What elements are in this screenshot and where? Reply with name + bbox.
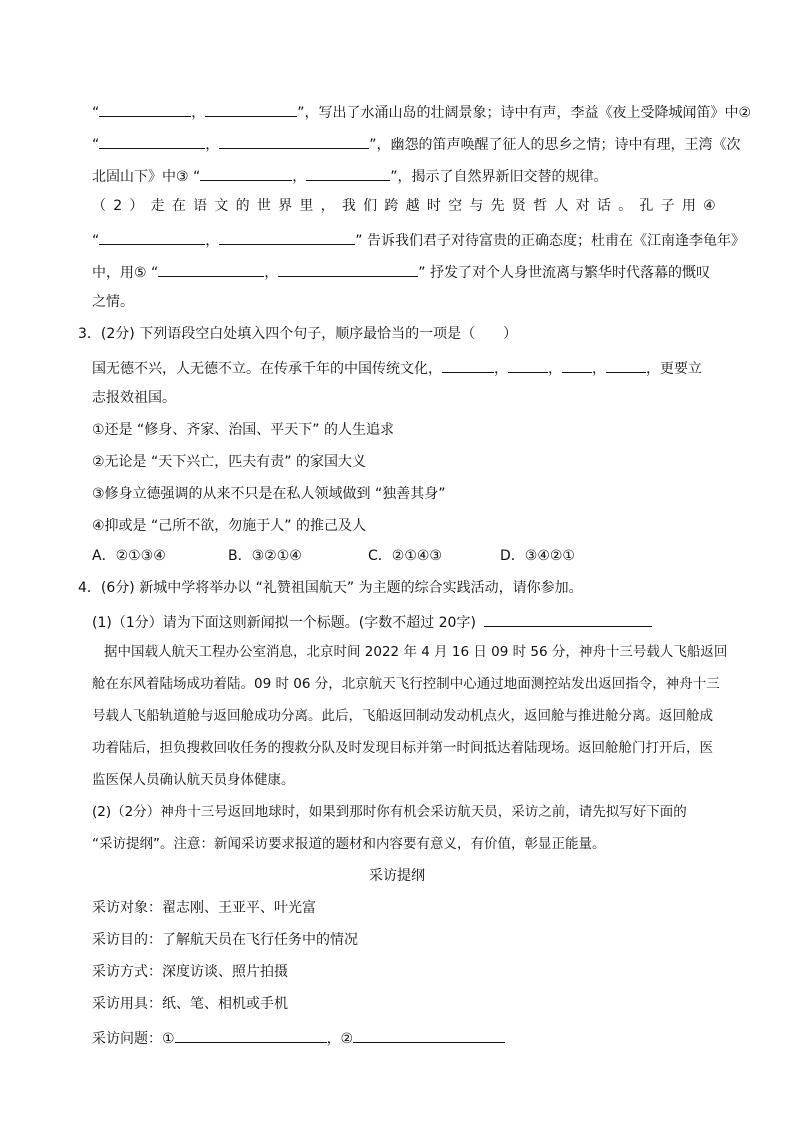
answer-blank[interactable] (99, 100, 191, 117)
answer-blank[interactable] (278, 260, 418, 277)
answer-blank[interactable] (99, 228, 205, 245)
option-b[interactable]: B．③②①④ (228, 548, 302, 564)
q2-line-6: 中，用⑤ “ ， ” 抒发了对个人身世流离与繁华时代落幕的慨叹 (92, 260, 710, 280)
answer-blank[interactable] (200, 164, 292, 181)
outline-questions: 采访问题：① ，② (92, 1026, 505, 1046)
q4-sub2-line-2: “采访提纲”。注意：新闻采访要求报道的题材和内容要有意义，有价值，彰显正能量。 (92, 836, 606, 852)
option-c[interactable]: C．②①④③ (368, 548, 442, 564)
q3-sentence-4: ④抑或是 “己所不欲，勿施于人” 的推己及人 (92, 518, 366, 534)
q3-paragraph-line-2: 志报效祖国。 (92, 390, 176, 406)
answer-blank[interactable] (606, 356, 646, 373)
answer-blank[interactable] (205, 100, 297, 117)
q2-line-3: 北固山下》中③ “ ， ”，揭示了自然界新旧交替的规律。 (92, 164, 608, 184)
option-a[interactable]: A．②①③④ (92, 548, 166, 564)
news-line-3: 号载人飞船轨道舱与返回舱成功分离。此后，飞船返回制动发动机点火，返回舱与推进舱分离。返回舱成 (92, 708, 713, 724)
outline-tools: 采访用具：纸、笔、相机或手机 (92, 996, 288, 1012)
answer-blank[interactable] (562, 356, 592, 373)
answer-blank[interactable] (99, 132, 205, 149)
news-line-1: 据中国载人航天工程办公室消息，北京时间 2022 年 4 月 16 日 09 时 56 分，神舟十三号载人飞船返回 (104, 644, 728, 660)
answer-blank[interactable] (219, 132, 369, 149)
news-line-5: 监医保人员确认航天员身体健康。 (92, 772, 295, 788)
outline-title: 采访提纲 (369, 868, 425, 884)
answer-blank[interactable] (442, 356, 494, 373)
answer-blank[interactable] (219, 228, 355, 245)
news-line-4: 功着陆后，担负搜救回收任务的搜救分队及时发现目标并第一时间抵达着陆现场。返回舱舱门打开后，医 (92, 740, 713, 756)
q4-sub2-line-1: (2)（2分）神舟十三号返回地球时，如果到那时你有机会采访航天员，采访之前，请先拟写好下面的 (92, 804, 687, 820)
q3-sentence-1: ①还是 “修身、齐家、治国、平天下” 的人生追求 (92, 422, 394, 438)
answer-blank[interactable] (508, 356, 548, 373)
answer-blank[interactable] (158, 260, 264, 277)
q2-line-1: “ ， ”，写出了水涌山岛的壮阔景象；诗中有声，李益《夜上受降城闻笛》中② (92, 100, 751, 120)
answer-blank[interactable] (306, 164, 390, 181)
outline-method: 采访方式：深度访谈、照片拍摄 (92, 964, 288, 980)
q3-stem: 3．(2分) 下列语段空白处填入四个句子，顺序最恰当的一项是（ ） (78, 326, 518, 342)
q2-line-2: “ ， ”，幽怨的笛声唤醒了征人的思乡之情；诗中有理，王湾《次 (92, 132, 741, 152)
question-answer-blank-1[interactable] (175, 1026, 327, 1043)
q2-line-7: 之情。 (92, 294, 134, 310)
q2-sub2-line: （ 2 ） 走 在 语 文 的 世 界 里 ， 我 们 跨 越 时 空 与 先 贤 哲 人 对 话 。 孔 子 用 ④ (92, 198, 716, 214)
q3-sentence-3: ③修身立德强调的从来不只是在私人领域做到 “独善其身” (92, 486, 446, 502)
outline-target: 采访对象：翟志刚、王亚平、叶光富 (92, 900, 316, 916)
title-answer-blank[interactable] (484, 610, 652, 627)
q4-stem: 4．(6分) 新城中学将举办以 “礼赞祖国航天” 为主题的综合实践活动，请你参加。 (78, 580, 583, 596)
question-answer-blank-2[interactable] (353, 1026, 505, 1043)
option-d[interactable]: D．③④②① (500, 548, 575, 564)
news-line-2: 舱在东风着陆场成功着陆。09 时 06 分，北京航天飞行控制中心通过地面测控站发出返回指令，神舟十三 (92, 676, 720, 692)
outline-purpose: 采访目的：了解航天员在飞行任务中的情况 (92, 932, 358, 948)
q3-sentence-2: ②无论是 “天下兴亡，匹夫有责” 的家国大义 (92, 454, 366, 470)
q4-sub1: (1)（1分）请为下面这则新闻拟一个标题。(字数不超过 20字) (92, 610, 652, 630)
q3-paragraph-line-1: 国无德不兴，人无德不立。在传承千年的中国传统文化， ， ， ， ，更要立 (92, 356, 702, 376)
q2-line-5: “ ， ” 告诉我们君子对待富贵的正确态度；杜甫在《江南逢李龟年》 (92, 228, 745, 248)
q3-options (92, 546, 712, 566)
